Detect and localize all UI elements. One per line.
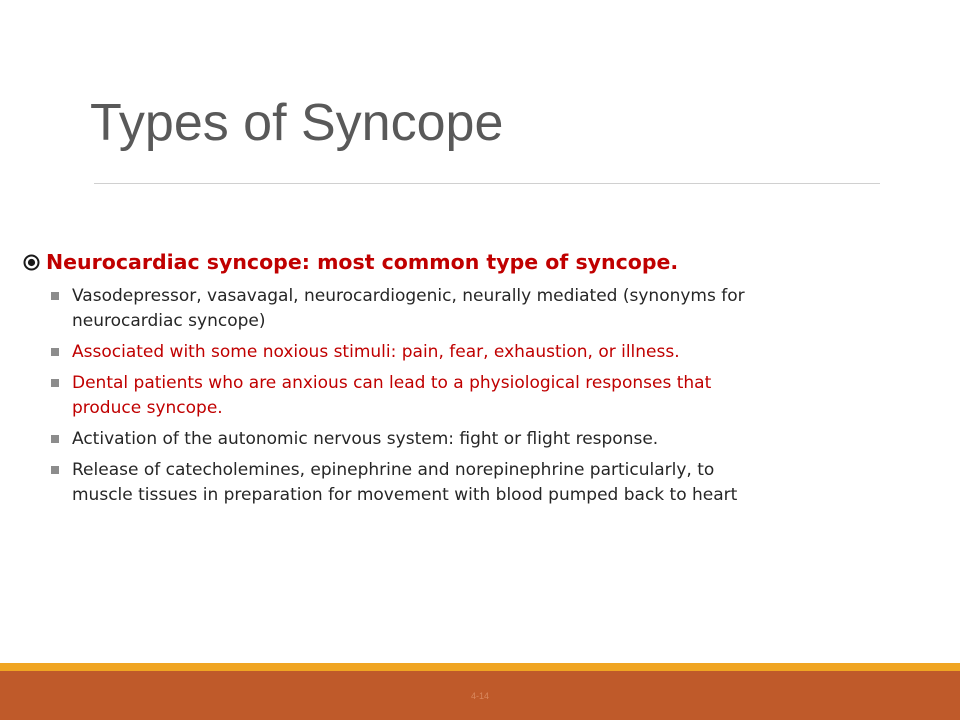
sub-bullet-line: Activation of the autonomic nervous system: fight or flight response. xyxy=(72,429,659,449)
square-bullet-icon xyxy=(51,435,59,443)
sub-bullet-synonyms xyxy=(22,284,932,334)
title-divider xyxy=(94,183,880,184)
sub-bullet-list xyxy=(22,284,932,508)
main-bullet-point xyxy=(22,246,932,278)
circled-dot-icon xyxy=(23,254,40,271)
sub-bullet-line: muscle tissues in preparation for movement with blood pumped back to heart xyxy=(72,485,738,505)
main-bullet-text: Neurocardiac syncope: most common type of syncope. xyxy=(46,250,679,274)
square-bullet-icon xyxy=(51,466,59,474)
sub-bullet-catecholamines xyxy=(22,458,932,508)
sub-bullet-dental-patients xyxy=(22,371,932,421)
sub-bullet-line: neurocardiac syncope) xyxy=(72,311,266,331)
sub-bullet-line: Associated with some noxious stimuli: pain, fear, exhaustion, or illness. xyxy=(72,342,680,362)
square-bullet-icon xyxy=(51,379,59,387)
footer-accent-strip xyxy=(0,663,960,671)
sub-bullet-line: Vasodepressor, vasavagal, neurocardiogenic, neurally mediated (synonyms for xyxy=(72,286,745,306)
slide-title: Types of Syncope xyxy=(90,94,504,152)
sub-bullet-line: Release of catecholemines, epinephrine and norepinephrine particularly, to xyxy=(72,460,715,480)
slide-number: 4-14 xyxy=(470,691,489,701)
slide-content xyxy=(22,246,932,514)
sub-bullet-noxious-stimuli xyxy=(22,340,932,365)
sub-bullet-line: produce syncope. xyxy=(72,398,223,418)
square-bullet-icon xyxy=(51,348,59,356)
sub-bullet-autonomic-activation xyxy=(22,427,932,452)
square-bullet-icon xyxy=(51,292,59,300)
sub-bullet-line: Dental patients who are anxious can lead to a physiological responses that xyxy=(72,373,712,393)
